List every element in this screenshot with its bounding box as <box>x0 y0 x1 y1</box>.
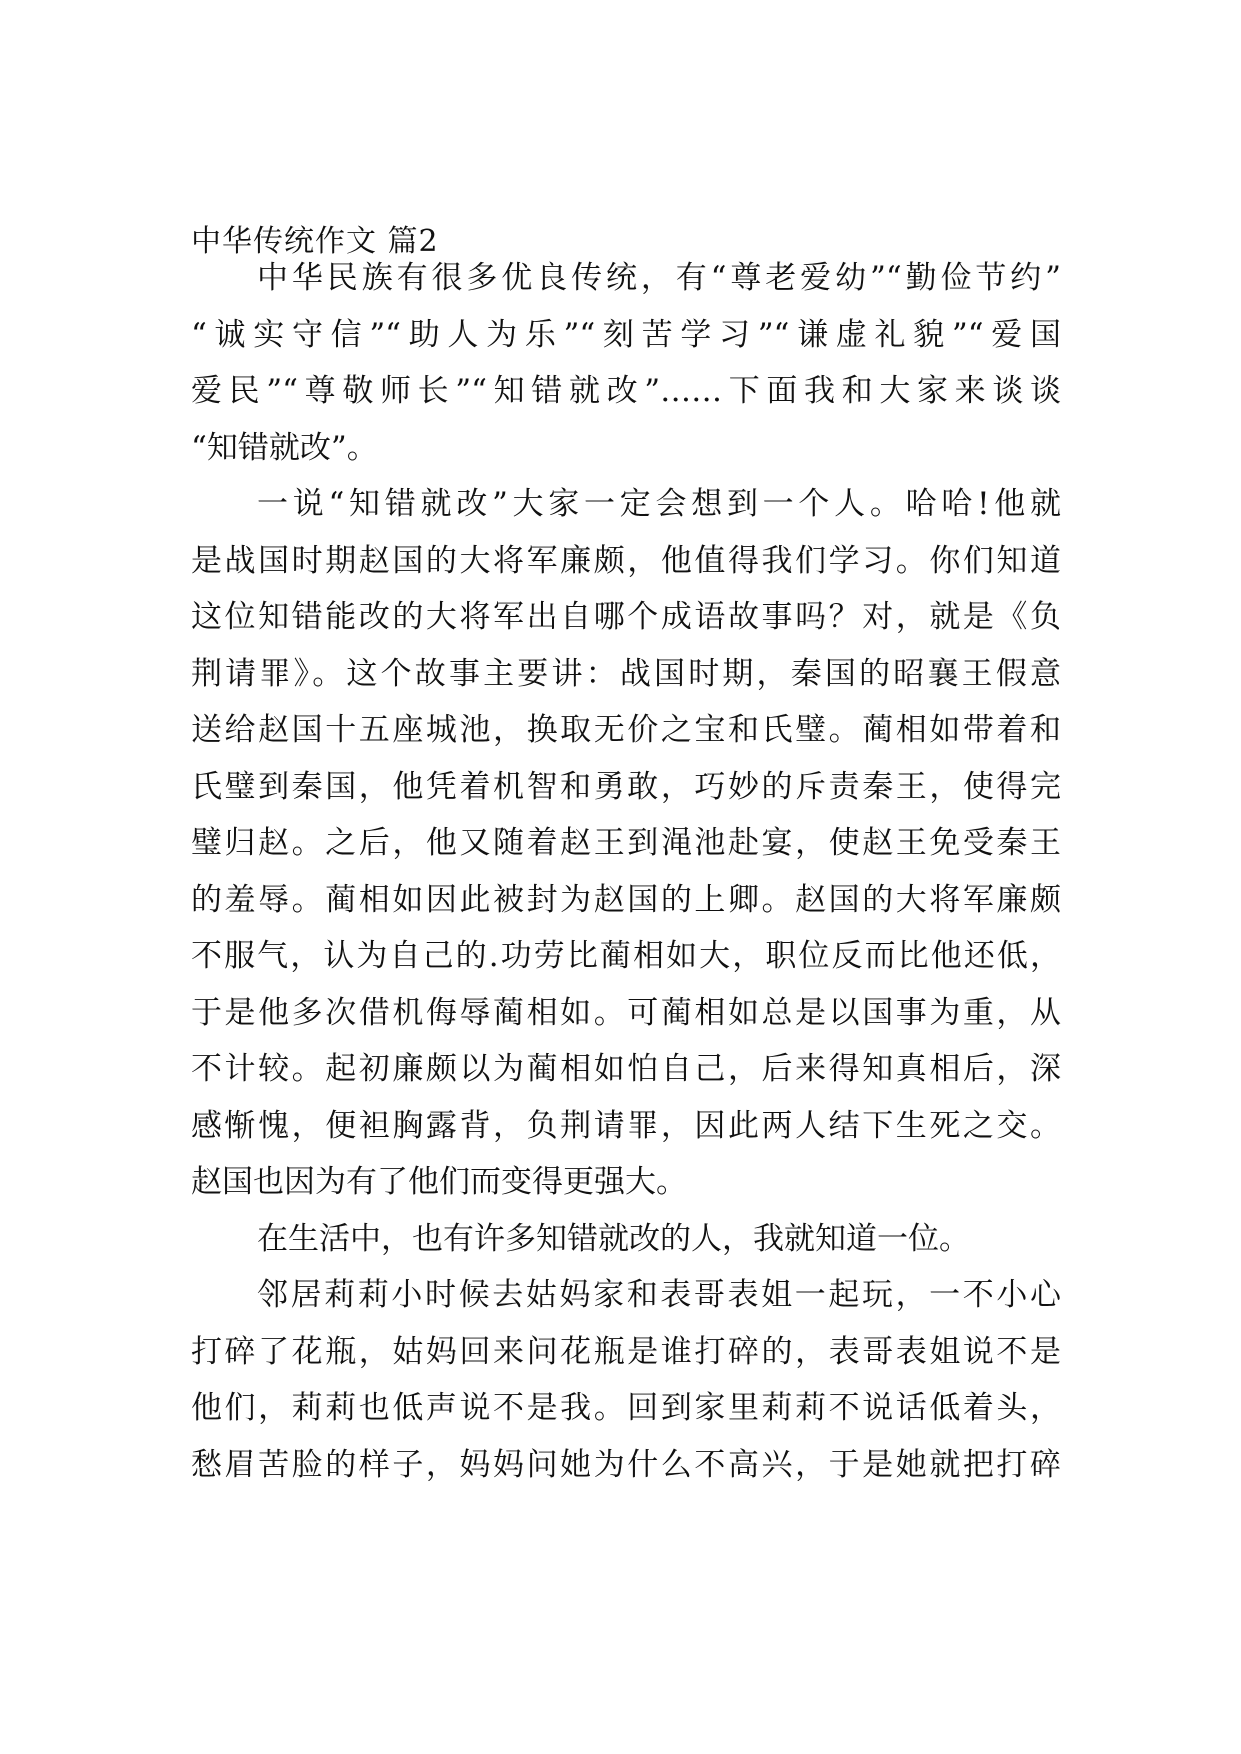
paragraph-4-line-3: 他们，莉莉也低声说不是我。回到家里莉莉不说话低着头， <box>191 1390 1061 1426</box>
paragraph-2-line-8: 的羞辱。蔺相如因此被封为赵国的上卿。赵国的大将军廉颇 <box>191 881 1061 918</box>
paragraph-1-line-1: 中华民族有很多优良传统，有“尊老爱幼”“勤俭节约” <box>257 260 1061 296</box>
paragraph-1-line-4: “知错就改”。 <box>191 429 378 466</box>
paragraph-2-line-7: 璧归赵。之后，他又随着赵王到渑池赴宴，使赵王免受秦王 <box>191 825 1061 861</box>
document-title: 中华传统作文 篇2 <box>191 224 439 259</box>
document-body <box>191 250 1061 1493</box>
paragraph-2-line-9: 不服气，认为自己的.功劳比蔺相如大，职位反而比他还低， <box>191 938 1061 974</box>
paragraph-2-line-1: 一说“知错就改”大家一定会想到一个人。哈哈!他就 <box>257 486 1061 522</box>
paragraph-4-line-2: 打碎了花瓶，姑妈回来问花瓶是谁打碎的，表哥表姐说不是 <box>191 1333 1061 1370</box>
paragraph-4-line-1: 邻居莉莉小时候去姑妈家和表哥表姐一起玩，一不小心 <box>257 1277 1061 1313</box>
paragraph-1-line-3: 爱民”“尊敬师长”“知错就改”……下面我和大家来谈谈 <box>191 373 1061 409</box>
paragraph-3-line-1: 在生活中，也有许多知错就改的人，我就知道一位。 <box>257 1220 970 1257</box>
paragraph-2-line-11: 不计较。起初廉颇以为蔺相如怕自己，后来得知真相后，深 <box>191 1051 1061 1087</box>
paragraph-1-line-2: “诚实守信”“助人为乐”“刻苦学习”“谦虚礼貌”“爱国 <box>191 316 1061 353</box>
paragraph-2-line-10: 于是他多次借机侮辱蔺相如。可蔺相如总是以国事为重，从 <box>191 994 1061 1031</box>
paragraph-2-line-12: 感惭愧，便袒胸露背，负荆请罪，因此两人结下生死之交。 <box>191 1107 1061 1144</box>
paragraph-2-line-3: 这位知错能改的大将军出自哪个成语故事吗？对，就是《负 <box>191 599 1061 635</box>
paragraph-4-line-4: 愁眉苦脸的样子，妈妈问她为什么不高兴，于是她就把打碎 <box>191 1446 1061 1483</box>
paragraph-2-line-4: 荆请罪》。这个故事主要讲：战国时期，秦国的昭襄王假意 <box>191 655 1061 692</box>
paragraph-2-line-5: 送给赵国十五座城池，换取无价之宝和氏璧。蔺相如带着和 <box>191 712 1061 748</box>
paragraph-2-line-13: 赵国也因为有了他们而变得更强大。 <box>191 1164 687 1200</box>
paragraph-2-line-2: 是战国时期赵国的大将军廉颇，他值得我们学习。你们知道 <box>191 542 1061 579</box>
paragraph-2-line-6: 氏璧到秦国，他凭着机智和勇敢，巧妙的斥责秦王，使得完 <box>191 768 1061 805</box>
